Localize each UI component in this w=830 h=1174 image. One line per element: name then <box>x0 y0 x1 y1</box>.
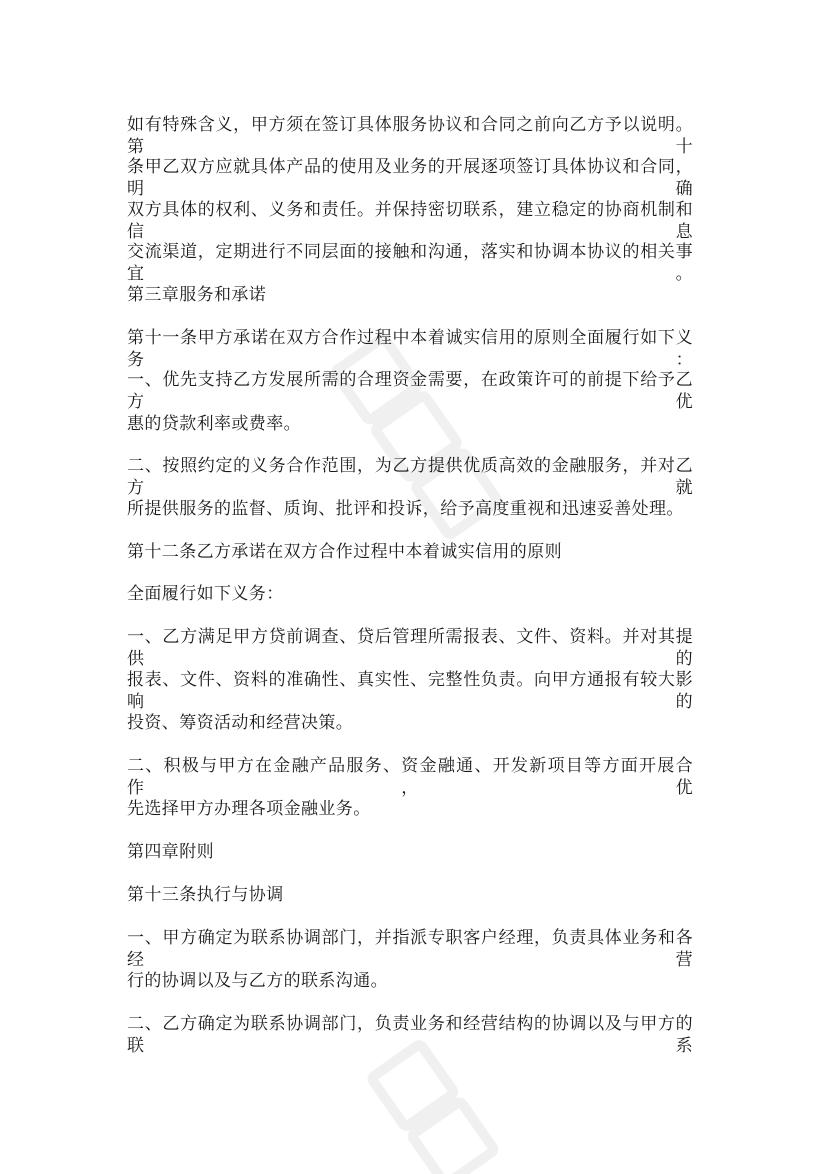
body-text-line: 先选择甲方办理各项金融业务。 <box>127 799 371 819</box>
article-heading: 第十一条甲方承诺在双方合作过程中本着诚实信用的原则全面履行如下义务： <box>127 328 693 370</box>
body-text-line: 二、乙方确定为联系协调部门，负责业务和经营结构的协调以及与甲方的联系 <box>127 1014 693 1056</box>
article-heading: 第十三条执行与协调 <box>127 885 284 905</box>
body-text-line: 双方具体的权利、义务和责任。并保持密切联系，建立稳定的协商机制和信息 <box>127 200 693 242</box>
chapter-heading: 第三章服务和承诺 <box>127 285 267 305</box>
body-text-line: 行的协调以及与乙方的联系沟通。 <box>127 971 388 991</box>
body-text-line: 如有特殊含义，甲方须在签订具体服务协议和合同之前向乙方予以说明。第十 <box>127 115 693 157</box>
body-text-line: 惠的贷款利率或费率。 <box>127 414 301 434</box>
body-text-line: 二、按照约定的义务合作范围，为乙方提供优质高效的金融服务，并对乙方就 <box>127 456 693 498</box>
body-text-line: 所提供服务的监督、质询、批评和投诉，给予高度重视和迅速妥善处理。 <box>127 499 684 519</box>
body-text-line: 条甲乙双方应就具体产品的使用及业务的开展逐项签订具体协议和合同，明确 <box>127 157 693 199</box>
article-heading: 第十二条乙方承诺在双方合作过程中本着诚实信用的原则 <box>127 542 562 562</box>
body-text-line: 一、甲方确定为联系协调部门，并指派专职客户经理，负责具体业务和各经营 <box>127 928 693 970</box>
body-text-line: 一、优先支持乙方发展所需的合理资金需要，在政策许可的前提下给予乙方优 <box>127 370 693 412</box>
body-text-line: 报表、文件、资料的准确性、真实性、完整性负责。向甲方通报有较大影响的 <box>127 670 693 712</box>
body-text-line: 交流渠道，定期进行不同层面的接触和沟通，落实和协调本协议的相关事宜。 <box>127 242 693 284</box>
chapter-heading: 第四章附则 <box>127 842 214 862</box>
body-text-line: 投资、筹资活动和经营决策。 <box>127 713 354 733</box>
body-text-line: 二、积极与甲方在金融产品服务、资金融通、开发新项目等方面开展合作，优 <box>127 756 693 798</box>
body-text-line: 一、乙方满足甲方贷前调查、贷后管理所需报表、文件、资料。并对其提供的 <box>127 627 693 669</box>
body-text-line: 全面履行如下义务： <box>127 584 284 604</box>
